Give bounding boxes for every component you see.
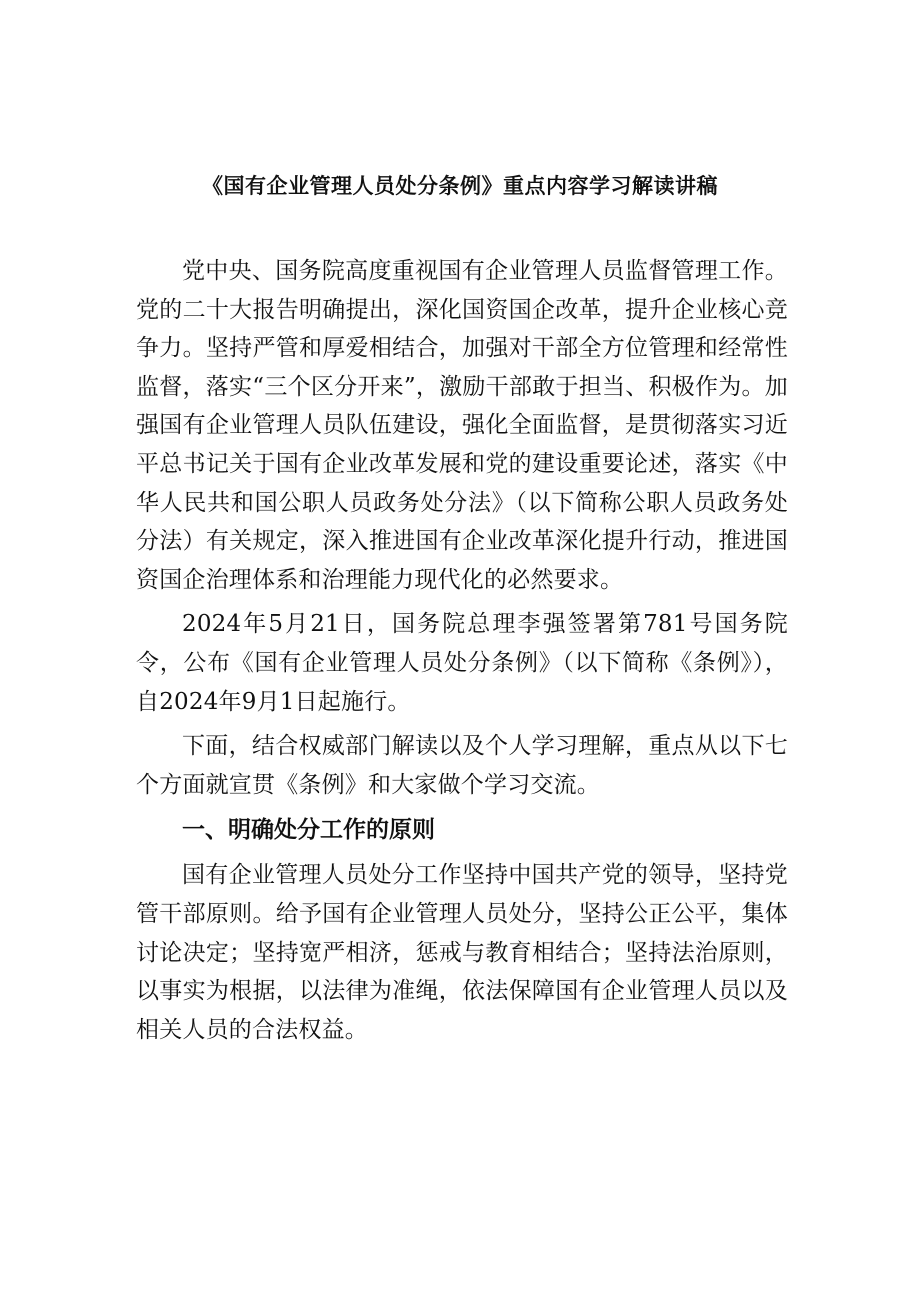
section-heading-1: 一、明确处分工作的原则 xyxy=(182,817,435,844)
paragraph-principles: 国有企业管理人员处分工作坚持中国共产党的领导，坚持党管干部原则。给予国有企业管理人员处分，坚持公正公平，集体讨论决定；坚持宽严相济，惩戒与教育相结合；坚持法治原则，以事实为根据，以法律为准绳，依法保障国有企业管理人员以及相关人员的合法权益。 xyxy=(136,862,788,1043)
paragraph-intro: 党中央、国务院高度重视国有企业管理人员监督管理工作。党的二十大报告明确提出，深化国资国企改革，提升企业核心竞争力。坚持严管和厚爱相结合，加强对干部全方位管理和经常性监督，落实“三个区分开来”，激励干部敢于担当、积极作为。加强国有企业管理人员队伍建设，强化全面监督，是贯彻落实习近平总书记关于国有企业改革发展和党的建设重要论述，落实《中华人民共和国公职人员政务处分法》（以下简称公职人员政务处分法）有关规定，深入推进国有企业改革深化提升行动，推进国资国企治理体系和治理能力现代化的必然要求。 xyxy=(136,258,788,593)
document-body xyxy=(136,252,788,1049)
paragraph-promulgation: 2024年5月21日，国务院总理李强签署第781号国务院令，公布《国有企业管理人员处分条例》（以下简称《条例》），自2024年9月1日起施行。 xyxy=(136,611,788,715)
document-title: 《国有企业管理人员处分条例》重点内容学习解读讲稿 xyxy=(202,174,718,198)
paragraph-outline: 下面，结合权威部门解读以及个人学习理解，重点从以下七个方面就宣贯《条例》和大家做个学习交流。 xyxy=(136,733,788,798)
